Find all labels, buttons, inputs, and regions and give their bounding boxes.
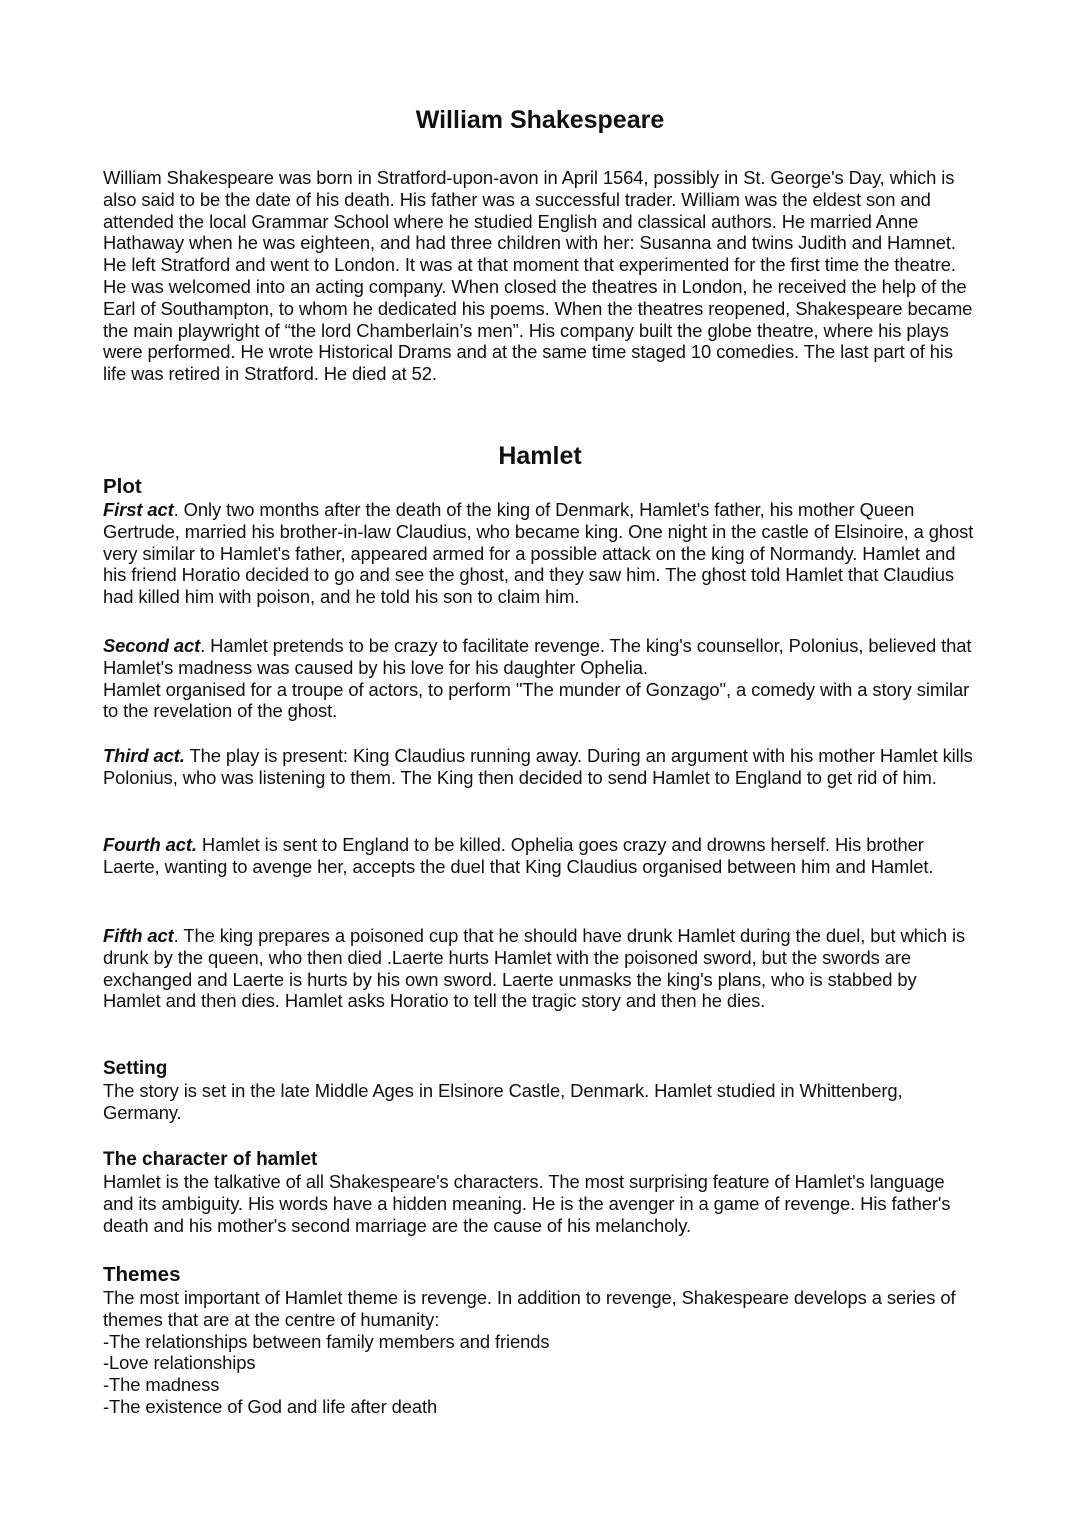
setting-section <box>103 1058 977 1124</box>
theme-list-item: -The existence of God and life after death <box>103 1395 438 1417</box>
act-paragraph-third <box>103 745 977 789</box>
act-text: Hamlet is sent to England to be killed. Ophelia goes crazy and drowns herself. His brother Laerte, wanting to avenge her, accepts the duel that King Claudius organised between him and Hamlet. <box>103 834 934 877</box>
act-separator: . <box>173 499 179 520</box>
themes-intro: The most important of Hamlet theme is revenge. In addition to revenge, Shakespeare develops a series of themes that are at the centre of humanity: <box>103 1287 956 1330</box>
act-label: Third act. <box>103 745 185 766</box>
theme-list-item: -The relationships between family members and friends <box>103 1330 550 1352</box>
act-paragraph-second <box>103 635 977 679</box>
act-text: Hamlet pretends to be crazy to facilitate revenge. The king's counsellor, Polonius, believed that Hamlet's madness was caused by his love for his daughter Ophelia. <box>103 635 972 678</box>
plot-heading: Plot <box>103 475 142 498</box>
act-paragraph-fifth <box>103 925 977 1012</box>
biography-paragraph: William Shakespeare was born in Stratford-upon-avon in April 1564, possibly in St. George's Day, which is also said to be the date of his death. His father was a successful trader. William was the eldest son and attended the local Grammar School where he studied English and classical authors. He married Anne Hathaway when he was eighteen, and had three children with her: Susanna and twins Judith and Hamnet. He left Stratford and went to London. It was at that moment that experimented for the first time the theatre. <box>103 167 956 276</box>
act-text: The king prepares a poisoned cup that he should have drunk Hamlet during the duel, but which is drunk by the queen, who then died .Laerte hurts Hamlet with the poisoned sword, but the swords are exchanged and Laerte is hurts by his own sword. Laerte unmasks the king's plans, who is stabbed by Hamlet and then dies. Hamlet asks Horatio to tell the tragic story and then he dies. <box>103 925 966 1012</box>
act-label: Fourth act. <box>103 834 197 855</box>
character-heading: The character of hamlet <box>103 1149 318 1170</box>
act-paragraph-first <box>103 499 977 608</box>
plot-section <box>103 475 977 608</box>
act-paragraph-second-continued: Hamlet organised for a troupe of actors, to perform "The munder of Gonzago", a comedy with a story similar to the revelation of the ghost. <box>103 678 970 722</box>
theme-list-item: -Love relationships <box>103 1352 256 1374</box>
act-block-fifth <box>103 925 977 1012</box>
act-text: Only two months after the death of the king of Denmark, Hamlet's father, his mother Queen Gertrude, married his brother-in-law Claudius, who became king. One night in the castle of Elsinoire, a ghost very similar to Hamlet's father, appeared armed for a possible attack on the king of Normandy. Hamlet and his friend Horatio decided to go and see the ghost, and they saw him. The ghost told Hamlet that Claudius had killed him with poison, and he told his son to claim him. <box>103 499 974 608</box>
act-paragraph-fourth <box>103 834 977 878</box>
act-separator: . <box>173 925 179 946</box>
character-section <box>103 1149 977 1236</box>
biography-paragraph: He was welcomed into an acting company. When closed the theatres in London, he received the help of the Earl of Southampton, to whom he dedicated his poems. When the theatres reopened, Shakespeare became the main playwright of “the lord Chamberlain’s men”. His company built the globe theatre, where his plays were performed. He wrote Historical Drams and at the same time staged 10 comedies. The last part of his life was retired in Stratford. He died at 52. <box>103 275 973 385</box>
act-block-second <box>103 635 977 722</box>
act-separator: . <box>200 635 206 656</box>
hamlet-title: Hamlet <box>498 442 582 470</box>
act-block-third <box>103 745 977 789</box>
themes-heading: Themes <box>103 1263 181 1286</box>
act-text: The play is present: King Claudius running away. During an argument with his mother Hamlet kills Polonius, who was listening to them. The King then decided to send Hamlet to England to get rid of him. <box>103 745 973 788</box>
themes-section <box>103 1263 977 1418</box>
biography-title: William Shakespeare <box>415 106 665 134</box>
setting-heading: Setting <box>103 1058 168 1079</box>
act-label: Second act <box>103 635 201 656</box>
setting-text: The story is set in the late Middle Ages in Elsinore Castle, Denmark. Hamlet studied in Whittenberg, Germany. <box>103 1080 903 1123</box>
character-text: Hamlet is the talkative of all Shakespeare's characters. The most surprising feature of Hamlet's language and its ambiguity. His words have a hidden meaning. He is the avenger in a game of revenge. His father's death and his mother's second marriage are the cause of his melancholy. <box>103 1171 951 1236</box>
act-label: Fifth act <box>103 925 174 946</box>
act-label: First act <box>103 499 174 520</box>
theme-list-item: -The madness <box>103 1374 220 1396</box>
act-block-fourth <box>103 834 977 878</box>
biography-text <box>103 167 977 385</box>
